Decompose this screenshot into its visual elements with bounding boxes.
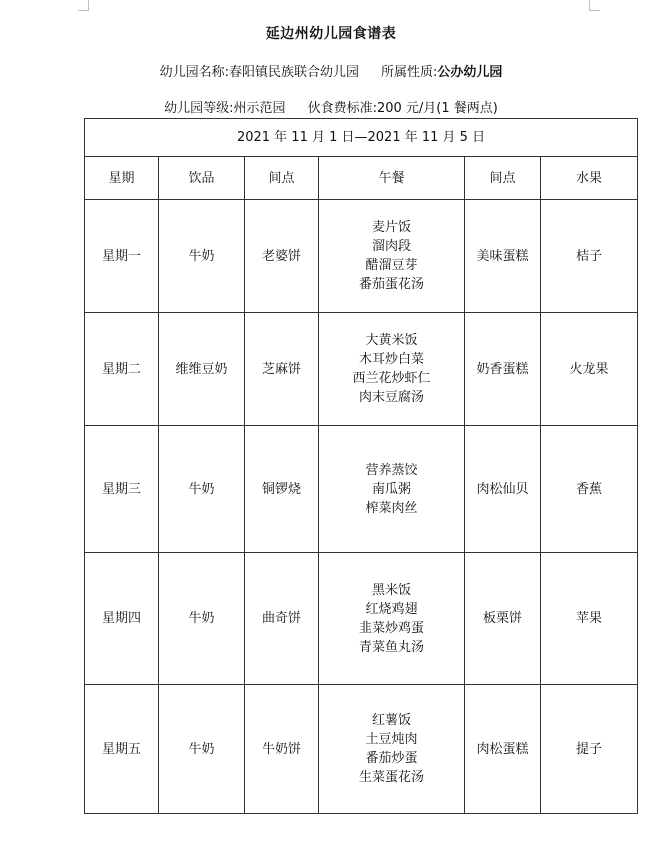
menu-table	[84, 118, 638, 814]
header-snack-am: 间点	[245, 157, 319, 200]
drink-cell: 牛奶	[159, 200, 245, 313]
kindergarten-info-line	[0, 61, 662, 80]
lunch-dish: 韭菜炒鸡蛋	[358, 620, 424, 636]
lunch-dish: 大黄米饭	[365, 333, 418, 348]
kindergarten-name: 春阳镇民族联合幼儿园	[228, 65, 359, 80]
lunch-dish: 麦片饭	[371, 220, 411, 235]
date-range-cell: 2021 年 11 月 1 日—2021 年 11 月 5 日	[85, 119, 638, 157]
drink-cell: 牛奶	[159, 553, 245, 685]
kindergarten-grade-line	[0, 97, 662, 116]
lunch-dish: 醋溜豆芽	[365, 258, 418, 273]
page-corner-mark-right	[589, 0, 600, 11]
fruit-cell: 苹果	[541, 553, 638, 685]
lunch-dish: 生菜蛋花汤	[358, 770, 424, 785]
lunch-dish: 肉末豆腐汤	[358, 390, 424, 405]
snack-pm-cell: 奶香蛋糕	[465, 313, 541, 426]
table-row	[85, 200, 638, 313]
lunch-dish: 榨菜肉丝	[365, 500, 418, 516]
drink-cell: 牛奶	[159, 685, 245, 814]
weekday-cell: 星期二	[85, 313, 159, 426]
lunch-cell	[319, 553, 465, 685]
lunch-cell	[319, 200, 465, 313]
snack-pm-cell: 肉松蛋糕	[465, 685, 541, 814]
lunch-dish: 番茄蛋花汤	[358, 277, 424, 292]
meal-fee-value: 200 元/月(1 餐两点)	[376, 101, 498, 116]
header-weekday: 星期	[85, 157, 159, 200]
table-row	[85, 313, 638, 426]
snack-am-cell: 芝麻饼	[245, 313, 319, 426]
weekday-cell: 星期五	[85, 685, 159, 814]
table-row	[85, 426, 638, 553]
header-snack-pm: 间点	[465, 157, 541, 200]
affiliation-label: 所属性质:	[381, 65, 438, 80]
snack-pm-cell: 肉松仙贝	[465, 426, 541, 553]
header-lunch: 午餐	[319, 157, 465, 200]
lunch-cell	[319, 313, 465, 426]
lunch-dish: 青菜鱼丸汤	[358, 639, 424, 655]
drink-cell: 维维豆奶	[159, 313, 245, 426]
lunch-dish: 土豆炖肉	[365, 732, 418, 747]
weekday-cell: 星期四	[85, 553, 159, 685]
lunch-dish: 番茄炒蛋	[365, 751, 418, 766]
meal-fee-label: 伙食费标准:	[307, 101, 377, 116]
lunch-dish: 南瓜粥	[371, 481, 411, 497]
lunch-dish: 营养蒸饺	[365, 462, 418, 478]
snack-pm-cell: 美味蛋糕	[465, 200, 541, 313]
page-corner-mark-left	[78, 0, 89, 11]
grade-label: 幼儿园等级:	[164, 101, 234, 116]
lunch-dish: 西兰花炒虾仁	[352, 371, 431, 386]
document-title: 延边州幼儿园食谱表	[265, 26, 397, 42]
snack-am-cell: 铜锣烧	[245, 426, 319, 553]
lunch-dish: 黑米饭	[371, 582, 411, 598]
snack-am-cell: 老婆饼	[245, 200, 319, 313]
lunch-dish: 红薯饭	[371, 713, 411, 728]
lunch-cell	[319, 426, 465, 553]
kindergarten-name-label: 幼儿园名称:	[159, 65, 229, 80]
affiliation-value: 公办幼儿园	[437, 65, 503, 80]
fruit-cell: 火龙果	[541, 313, 638, 426]
lunch-dish: 溜肉段	[371, 239, 411, 254]
weekday-cell: 星期一	[85, 200, 159, 313]
table-header-row	[85, 157, 638, 200]
snack-am-cell: 牛奶饼	[245, 685, 319, 814]
snack-am-cell: 曲奇饼	[245, 553, 319, 685]
weekday-cell: 星期三	[85, 426, 159, 553]
lunch-dish: 木耳炒白菜	[358, 352, 424, 367]
header-drink: 饮品	[159, 157, 245, 200]
table-row	[85, 685, 638, 814]
fruit-cell: 桔子	[541, 200, 638, 313]
grade-value: 州示范园	[233, 101, 286, 116]
table-row	[85, 553, 638, 685]
lunch-dish: 红烧鸡翅	[365, 601, 418, 617]
drink-cell: 牛奶	[159, 426, 245, 553]
fruit-cell: 香蕉	[541, 426, 638, 553]
header-fruit: 水果	[541, 157, 638, 200]
snack-pm-cell: 板栗饼	[465, 553, 541, 685]
fruit-cell: 提子	[541, 685, 638, 814]
lunch-cell	[319, 685, 465, 814]
date-range-row	[85, 119, 638, 157]
